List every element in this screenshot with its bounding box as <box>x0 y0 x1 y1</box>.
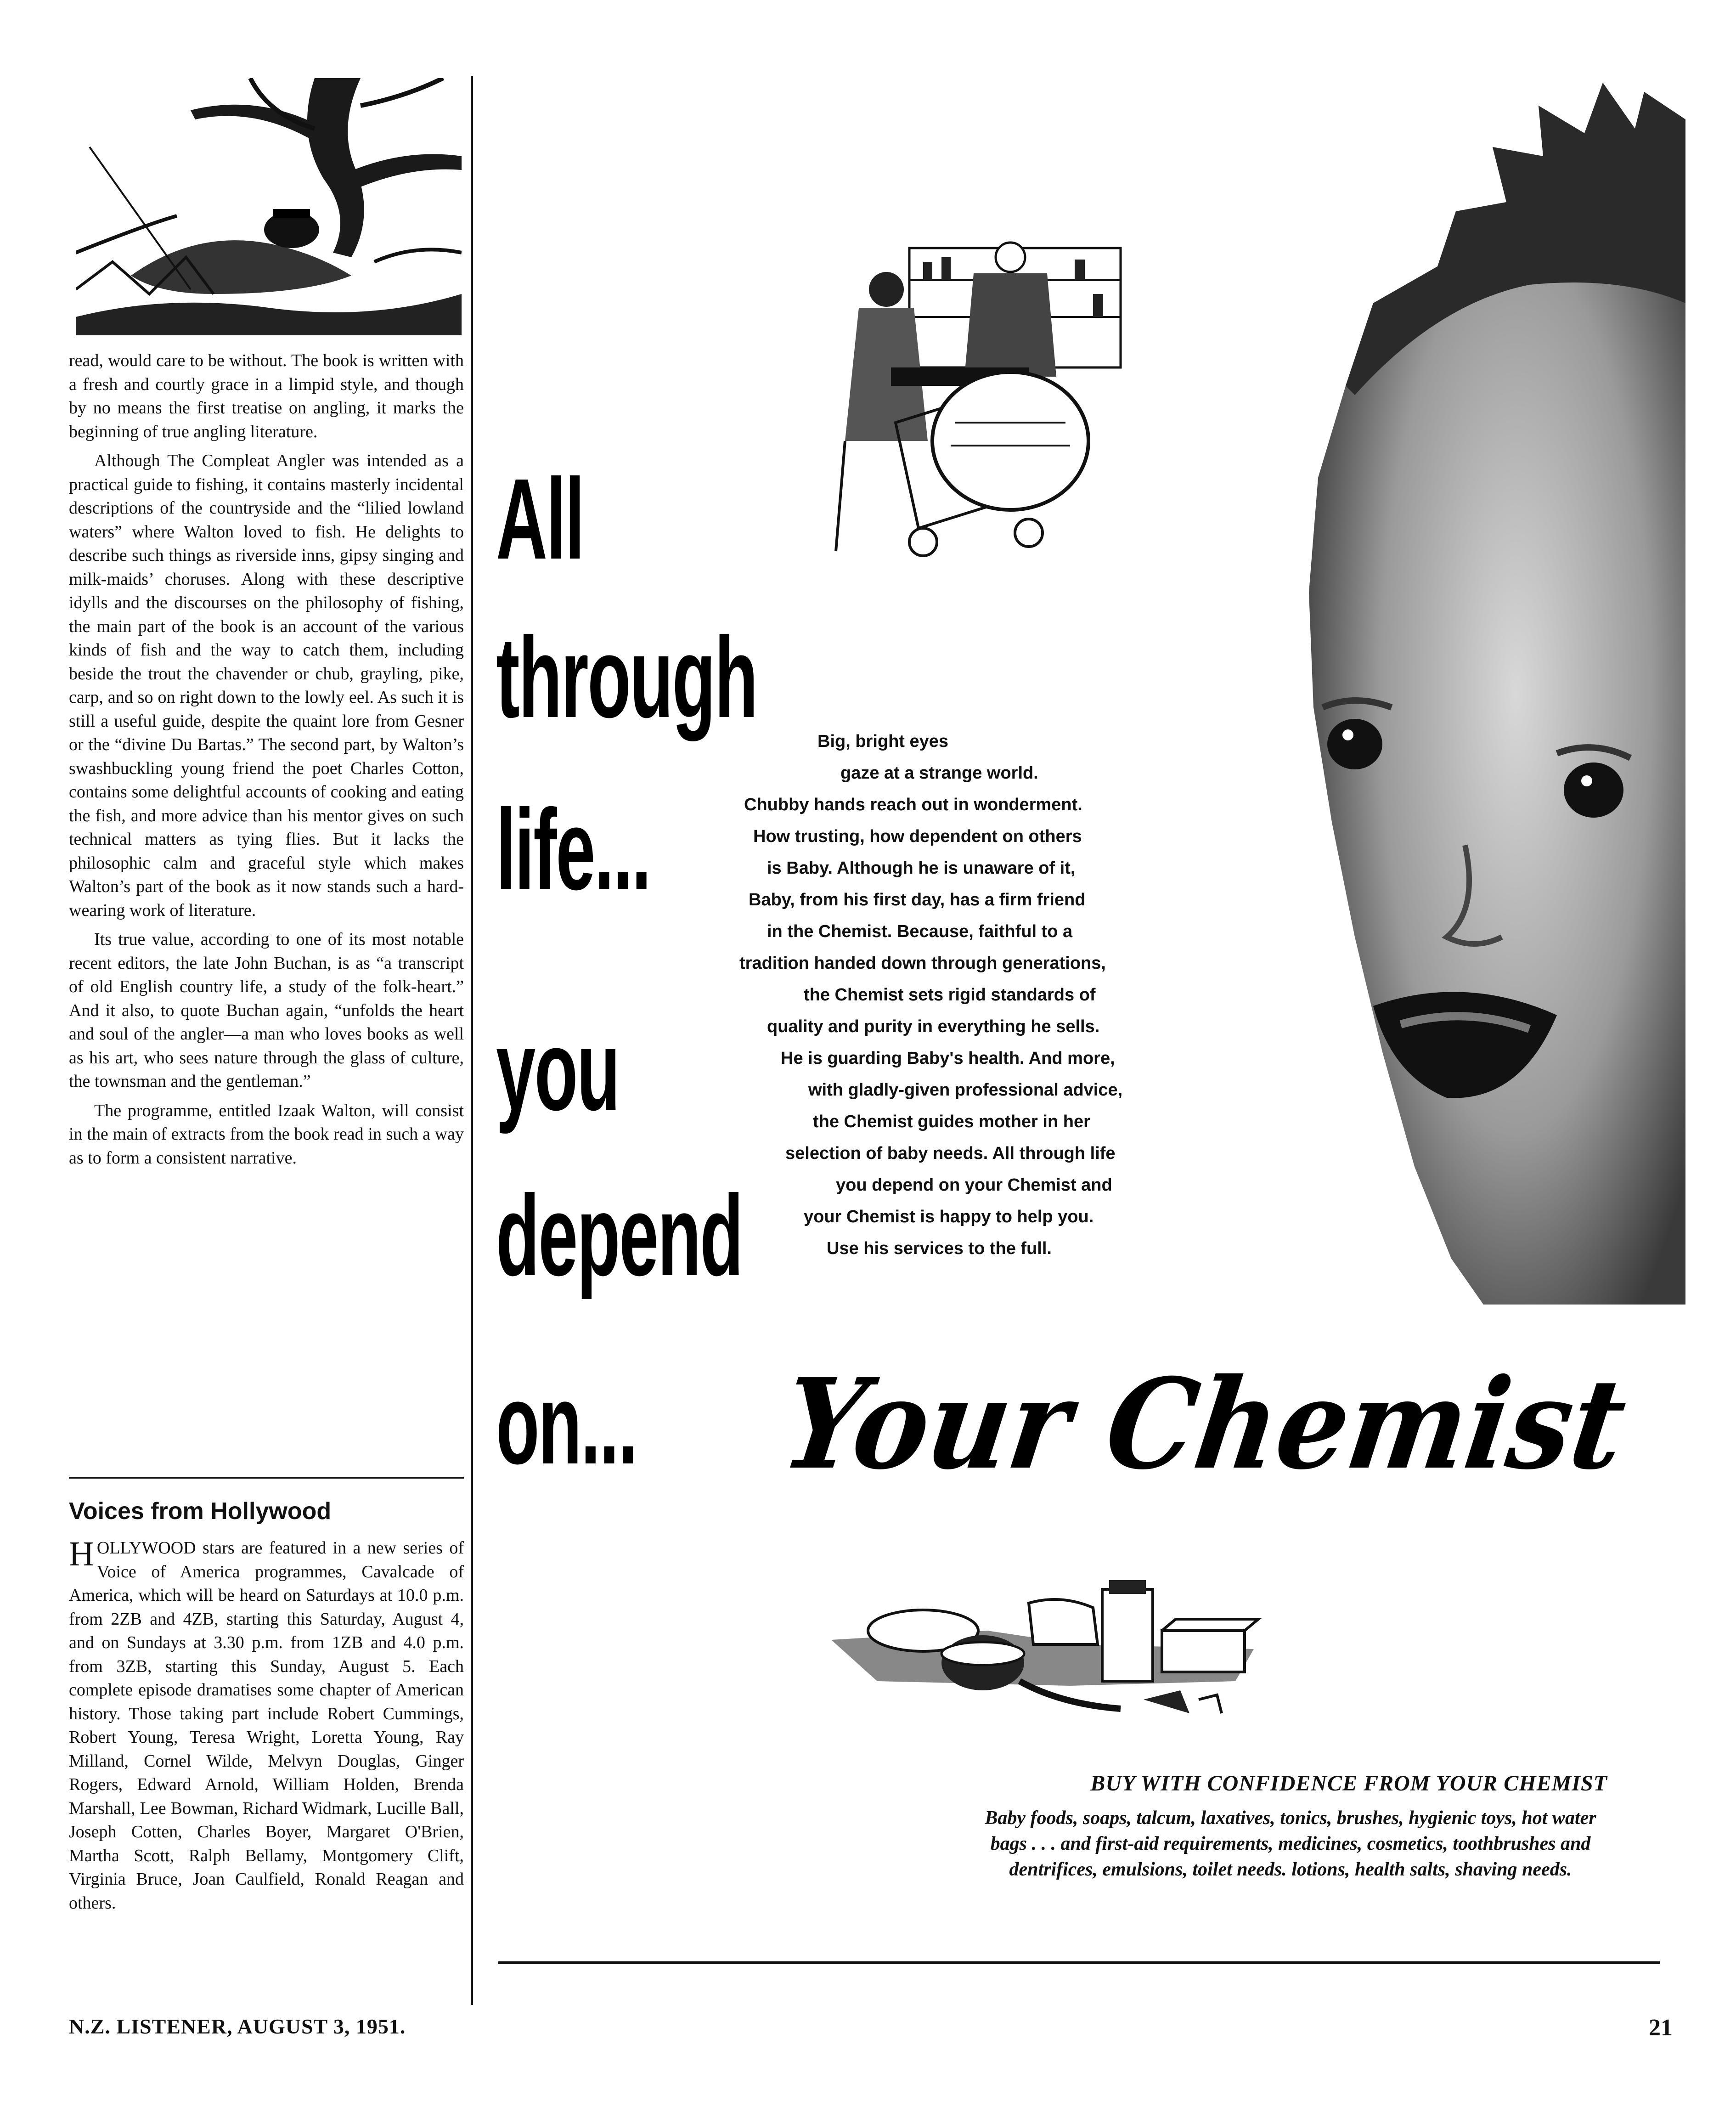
body-line: with gladly-given professional advice, <box>808 1080 1123 1100</box>
body-line: the Chemist guides mother in her <box>813 1112 1090 1131</box>
column-divider <box>471 76 473 2005</box>
hollywood-article <box>69 1536 464 1915</box>
hollywood-paragraph: OLLYWOOD stars are featured in a new series of Voice of America programmes, Cavalcade of America, which will be heard on Saturdays at 10.0 p.m. from 2ZB and 4ZB, starting this Saturday, August 4, and on Sundays at 3.30 p.m. from 1ZB and 4.0 p.m. from 3ZB, starting this Sunday, August 5. Each complete episode dramatises some chapter of American history. Those taking part include Robert Cummings, Robert Young, Teresa Wright, Loretta Young, Ray Milland, Cornel Wilde, Melvyn Douglas, Ginger Rogers, Edward Arnold, William Holden, Brenda Marshall, Lee Bowman, Richard Widmark, Lucille Ball, Joseph Cotten, Charles Boyer, Margaret O'Brien, Martha Scott, Ralph Bellamy, Montgomery Clift, Virginia Bruce, Joan Caulfield, Ronald Reagan and others. <box>69 1538 464 1913</box>
body-line: you depend on your Chemist and <box>836 1175 1112 1195</box>
body-line: your Chemist is happy to help you. <box>804 1207 1094 1226</box>
headline-line: depend <box>496 1171 743 1299</box>
headline-line: All <box>496 455 584 583</box>
body-line: Baby, from his first day, has a firm friend <box>749 890 1086 909</box>
angler-illustration <box>76 78 462 335</box>
hollywood-heading: Voices from Hollywood <box>69 1498 332 1525</box>
body-line: Big, bright eyes <box>817 732 949 751</box>
article-paragraph: Although The Compleat Angler was intended as a practical guide to fishing, it contains masterly incidental descriptions of the countryside and the “lilied lowland waters” where Walton loved to fish. He delights to describe such things as riverside inns, gipsy singing and milk-maids’ choruses. Along with these descriptive idylls and the discourses on the philosophy of fishing, the main part of the book is an account of the various kinds of fish and the way to catch them, including beside the trout the chavender or chub, grayling, pike, carp, and so on right down to the lowly eel. As such it is still a useful guide, despite the quaint lore from Gesner or the “divine Du Bartas.” The second part, by Walton’s swashbuckling young friend the poet Charles Cotton, contains some delightful accounts of cooking and eating the fish, and more advice than his mentor gives on such technical matters as tying flies. But it lacks the philosophic calm and graceful style which makes Walton’s part of the book as it now stands such a hard-wearing work of literature. <box>69 451 464 920</box>
body-line: He is guarding Baby's health. And more, <box>781 1049 1115 1068</box>
products-illustration <box>822 1576 1272 1723</box>
body-line: in the Chemist. Because, faithful to a <box>767 922 1073 941</box>
article-paragraph: Its true value, according to one of its most notable recent editors, the late John Buchan, is as “a transcript of old English country life, a study of the folk-heart.” And it also, to quote Buchan again, “unfolds the heart and soul of the angler—a man who loves books as well as his art, who sees nature through the glass of culture, the townsman and the gentleman.” <box>69 930 464 1091</box>
body-line: the Chemist sets rigid standards of <box>804 985 1096 1005</box>
body-line: tradition handed down through generations, <box>739 954 1106 973</box>
drop-cap: H <box>69 1535 94 1573</box>
headline-line: on... <box>496 1360 637 1488</box>
pharmacy-illustration <box>817 230 1130 565</box>
page-number: 21 <box>1649 2015 1673 2041</box>
body-line: selection of baby needs. All through life <box>785 1144 1116 1163</box>
article-paragraph: The programme, entitled Izaak Walton, will consist in the main of extracts from the book read in such a way as to form a consistent narrative. <box>69 1101 464 1168</box>
body-line: gaze at a strange world. <box>840 763 1038 783</box>
headline-line: you <box>496 1006 620 1134</box>
product-list: Baby foods, soaps, talcum, laxatives, tonics, brushes, hygienic toys, hot water bags . . . and first-aid requirements, medicines, cosmetics, toothbrushes and dentrifices, emulsions, toilet needs. lotions, health salts, shaving needs. <box>985 1807 1596 1880</box>
body-line: quality and purity in everything he sells. <box>767 1017 1100 1036</box>
headline-line: life... <box>496 785 650 914</box>
body-line: Chubby hands reach out in wonderment. <box>744 795 1082 814</box>
advert-body-copy <box>730 726 1217 1265</box>
angler-article <box>69 349 464 1170</box>
article-paragraph: read, would care to be without. The book is written with a fresh and courtly grace in a limpid style, and though by no means the first treatise on angling, it marks the beginning of true angling literature. <box>69 351 464 441</box>
body-line: How trusting, how dependent on others <box>753 827 1082 846</box>
body-line: is Baby. Although he is unaware of it, <box>767 858 1076 878</box>
headline-line: through <box>496 613 757 741</box>
section-divider <box>69 1477 464 1479</box>
confidence-heading: BUY WITH CONFIDENCE FROM YOUR CHEMIST <box>1090 1771 1607 1796</box>
body-line: Use his services to the full. <box>827 1239 1052 1258</box>
publication-footer: N.Z. LISTENER, AUGUST 3, 1951. <box>69 2015 406 2038</box>
advert-rule <box>498 1961 1660 1964</box>
brand-wordmark: Your Chemist <box>774 1351 1635 1497</box>
